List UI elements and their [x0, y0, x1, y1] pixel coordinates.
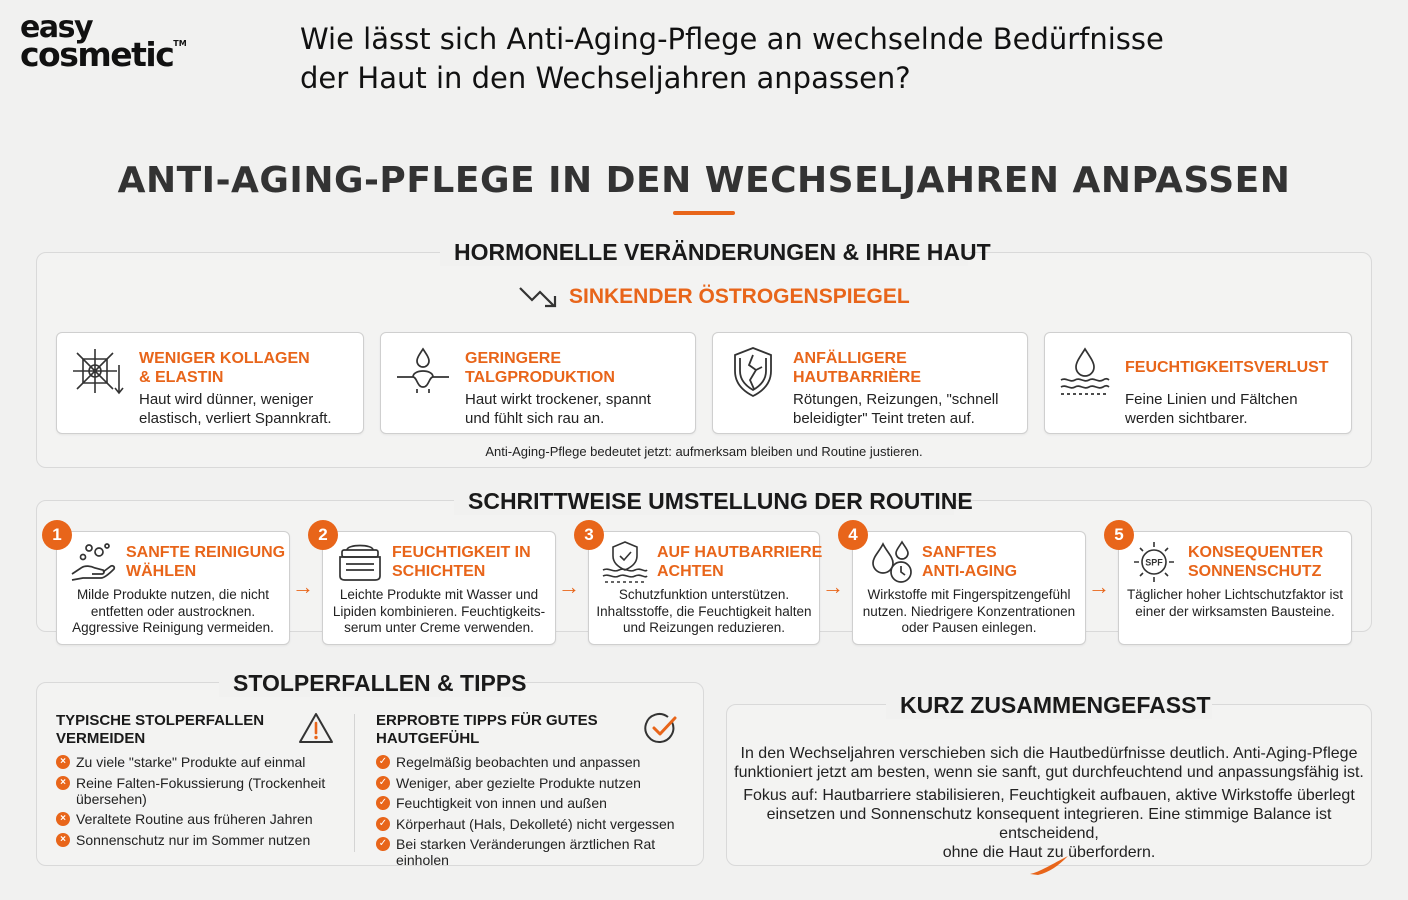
pitfalls-heading-line2: VERMEIDEN: [56, 730, 146, 747]
step-text-line1: Milde Produkte nutzen, die nicht: [76, 587, 270, 602]
step-number-2: 2: [308, 520, 338, 550]
step-title-line2: SCHICHTEN: [392, 563, 486, 580]
brand-logo: [20, 10, 187, 74]
logo-line2: [20, 34, 187, 74]
page-question: [300, 20, 1260, 98]
x-bullet-icon: ×: [56, 812, 70, 826]
pitfalls-list: [56, 754, 346, 852]
step-number-1: 1: [42, 520, 72, 550]
summary-line: einsetzen und Sonnenschutz konsequent integrieren. Eine stimmige Balance ist entscheidend,: [766, 806, 1332, 842]
pitfall-text: Sonnenschutz nur im Sommer nutzen: [76, 831, 311, 848]
step-text-5: [1120, 587, 1350, 620]
sebum-drop-icon: [395, 347, 451, 397]
step-text-line3: Aggressive Reinigung vermeiden.: [72, 620, 274, 635]
main-title: ANTI-AGING-PFLEGE IN DEN WECHSELJAHREN ANPASSEN: [117, 160, 1291, 201]
step-text-3: [590, 587, 818, 637]
card-text-line2: werden sichtbarer.: [1125, 410, 1248, 427]
check-circle-icon: [644, 712, 678, 746]
hormonal-note: Anti-Aging-Pflege bedeutet jetzt: aufmerksam bleiben und Routine justieren.: [485, 444, 923, 459]
summary-paragraph-1: [726, 744, 1372, 782]
check-bullet-icon: ✓: [376, 817, 390, 831]
hormonal-card-collagen: [56, 332, 364, 434]
step-text-line1: Leichte Produkte mit Wasser und: [339, 587, 539, 602]
spf-sun-icon: [1131, 540, 1177, 584]
step-text-line2: nutzen. Niedrigere Konzentrationen: [862, 603, 1076, 619]
tip-text: Weniger, aber gezielte Produkte nutzen: [396, 774, 641, 791]
card-title-line1: WENIGER KOLLAGEN: [139, 350, 310, 367]
check-bullet-icon: ✓: [376, 796, 390, 810]
tips-heading-line1: ERPROBTE TIPPS FÜR GUTES: [376, 712, 598, 729]
summary-line: Fokus auf: Hautbarriere stabilisieren, Feuchtigkeit aufbauen, aktive Wirkstoffe überlegt: [743, 787, 1355, 804]
card-text-line2: beleidigter" Teint treten auf.: [793, 410, 975, 427]
list-item: [56, 775, 346, 807]
collagen-mesh-icon: [69, 347, 125, 397]
title-underline: [673, 211, 735, 215]
hormonal-panel-title: HORMONELLE VERÄNDERUNGEN & IHRE HAUT: [440, 238, 968, 266]
card-title-line2: & ELASTIN: [139, 369, 224, 386]
step-title-line2: WÄHLEN: [126, 563, 197, 580]
tips-heading-line2: HAUTGEFÜHL: [376, 730, 480, 747]
step-title-line2: SONNENSCHUTZ: [1188, 563, 1322, 580]
step-title-line1: SANFTE REINIGUNG: [126, 544, 286, 561]
step-text-1: [58, 587, 288, 637]
step-text-line2: einer der wirksamsten Bausteine.: [1135, 603, 1335, 619]
pitfalls-panel-title: STOLPERFALLEN & TIPPS: [219, 669, 521, 697]
step-number-3: 3: [574, 520, 604, 550]
step-text-line1: Täglicher hoher Lichtschutzfaktor ist: [1126, 587, 1344, 602]
step-text-line2: entfetten oder austrocknen.: [90, 603, 256, 619]
step-text-2: [324, 587, 554, 637]
list-item: [376, 816, 696, 832]
card-text-line2: elastisch, verliert Spannkraft.: [139, 410, 332, 427]
barrier-shield-icon: [601, 540, 649, 584]
card-title-line2: TALGPRODUKTION: [465, 369, 615, 386]
x-bullet-icon: ×: [56, 776, 70, 790]
hormonal-card-barrier: [712, 332, 1028, 434]
x-bullet-icon: ×: [56, 755, 70, 769]
hormonal-card-sebum: [380, 332, 696, 434]
tip-text: Körperhaut (Hals, Dekolleté) nicht vergessen: [396, 815, 675, 832]
card-title-moisture: [1125, 358, 1329, 377]
step-title-line2: ACHTEN: [657, 563, 724, 580]
hormonal-subtitle: SINKENDER ÖSTROGENSPIEGEL: [569, 285, 910, 308]
list-item: [376, 775, 696, 791]
cracked-shield-icon: [729, 345, 777, 399]
step-arrow-2: →: [558, 574, 580, 599]
step-title-1: [126, 543, 285, 581]
card-title-barrier: [793, 349, 921, 387]
list-item: [56, 811, 346, 827]
step-title-line1: FEUCHTIGKEIT IN: [392, 544, 531, 561]
card-text-sebum: [465, 390, 651, 428]
card-text-line1: Feine Linien und Fältchen: [1125, 391, 1298, 408]
step-text-line2: Lipiden kombinieren. Feuchtigkeits-: [332, 603, 546, 619]
pitfalls-heading-line1: TYPISCHE STOLPERFALLEN: [56, 712, 265, 729]
question-line1: Wie lässt sich Anti-Aging-Pflege an wechselnde Bedürfnisse: [300, 22, 1164, 56]
step-text-line3: und Reizungen reduzieren.: [622, 620, 786, 635]
card-text-line1: Rötungen, Reizungen, "schnell: [793, 391, 999, 408]
step-title-2: [392, 543, 531, 581]
step-arrow-1: →: [292, 574, 314, 599]
step-text-line3: oder Pausen einlegen.: [901, 620, 1037, 635]
step-arrow-3: →: [822, 574, 844, 599]
card-title-line1: ANFÄLLIGERE: [793, 350, 907, 367]
hand-foam-icon: [69, 542, 117, 582]
x-bullet-icon: ×: [56, 833, 70, 847]
warning-icon: [298, 712, 334, 744]
question-line2: der Haut in den Wechseljahren anpassen?: [300, 61, 911, 95]
card-text-collagen: [139, 390, 332, 428]
logo-wordmark: cosmetic: [20, 34, 174, 74]
swoosh-decoration-icon: [1028, 854, 1070, 876]
spf-label: SPF: [1145, 557, 1163, 568]
summary-line: funktioniert jetzt am besten, wenn sie sanft, gut durchfeuchtend und anpassungsfähig ist.: [734, 764, 1364, 781]
card-text-line1: Haut wird dünner, weniger: [139, 391, 314, 408]
step-title-4: [922, 543, 1017, 581]
step-title-5: [1188, 543, 1323, 581]
card-title-line2: HAUTBARRIÈRE: [793, 369, 921, 386]
step-number-4: 4: [838, 520, 868, 550]
card-title-sebum: [465, 349, 615, 387]
water-drop-waves-icon: [1057, 347, 1113, 397]
card-text-barrier: [793, 390, 998, 428]
step-title-line1: AUF HAUTBARRIERE: [657, 544, 823, 561]
summary-line: ohne die Haut zu überfordern.: [942, 844, 1156, 861]
pitfall-text: Reine Falten-Fokussierung (Trockenheit übersehen): [76, 774, 326, 807]
card-title-line1: FEUCHTIGKEITSVERLUST: [1125, 359, 1329, 376]
list-item: [376, 754, 696, 770]
tip-text: Feuchtigkeit von innen und außen: [396, 795, 607, 811]
step-number-5: 5: [1104, 520, 1134, 550]
step-arrow-4: →: [1088, 574, 1110, 599]
card-text-moisture: [1125, 390, 1298, 428]
summary-paragraph-2: [726, 786, 1372, 862]
cream-jar-icon: [337, 542, 383, 582]
step-title-3: [657, 543, 822, 581]
step-text-line2: Inhaltsstoffe, die Feuchtigkeit halten: [596, 603, 812, 619]
card-title-collagen: [139, 349, 310, 387]
step-title-line1: SANFTES: [922, 544, 997, 561]
card-text-line2: und fühlt sich rau an.: [465, 410, 605, 427]
summary-panel-title: KURZ ZUSAMMENGEFASST: [886, 691, 1212, 719]
step-title-line1: KONSEQUENTER: [1188, 544, 1324, 561]
step-text-line1: Wirkstoffe mit Fingerspitzengefühl: [867, 587, 1071, 602]
drops-clock-icon: [869, 540, 915, 584]
step-title-line2: ANTI-AGING: [922, 563, 1018, 580]
list-item: [56, 754, 346, 770]
pitfall-text: Veraltete Routine aus früheren Jahren: [76, 811, 313, 827]
routine-panel-title: SCHRITTWEISE UMSTELLUNG DER ROUTINE: [454, 487, 954, 515]
trend-down-icon: [518, 284, 562, 310]
logo-trademark: TM: [173, 38, 187, 48]
list-item: [56, 832, 346, 848]
check-bullet-icon: ✓: [376, 776, 390, 790]
pitfall-text: Zu viele "starke" Produkte auf einmal: [76, 754, 306, 770]
tip-text: Bei starken Veränderungen ärztlichen Rat einholen: [396, 836, 656, 868]
summary-line: In den Wechseljahren verschieben sich die Hautbedürfnisse deutlich. Anti-Aging-Pflege: [740, 745, 1358, 762]
list-item: [376, 795, 696, 811]
check-bullet-icon: ✓: [376, 837, 390, 851]
check-bullet-icon: ✓: [376, 755, 390, 769]
tips-list: [376, 754, 696, 873]
pitfalls-heading: [56, 712, 264, 748]
tips-heading: [376, 712, 598, 748]
card-title-line1: GERINGERE: [465, 350, 562, 367]
tip-text: Regelmäßig beobachten und anpassen: [396, 754, 641, 770]
card-text-line1: Haut wirkt trockener, spannt: [465, 391, 651, 408]
hormonal-card-moisture: [1044, 332, 1352, 434]
step-text-4: [854, 587, 1084, 637]
list-item: [376, 836, 696, 868]
pitfalls-divider: [354, 714, 355, 852]
step-text-line3: serum unter Creme verwenden.: [344, 620, 534, 635]
logo-line1: easy: [20, 10, 93, 45]
step-text-line1: Schutzfunktion unterstützen.: [618, 587, 790, 602]
